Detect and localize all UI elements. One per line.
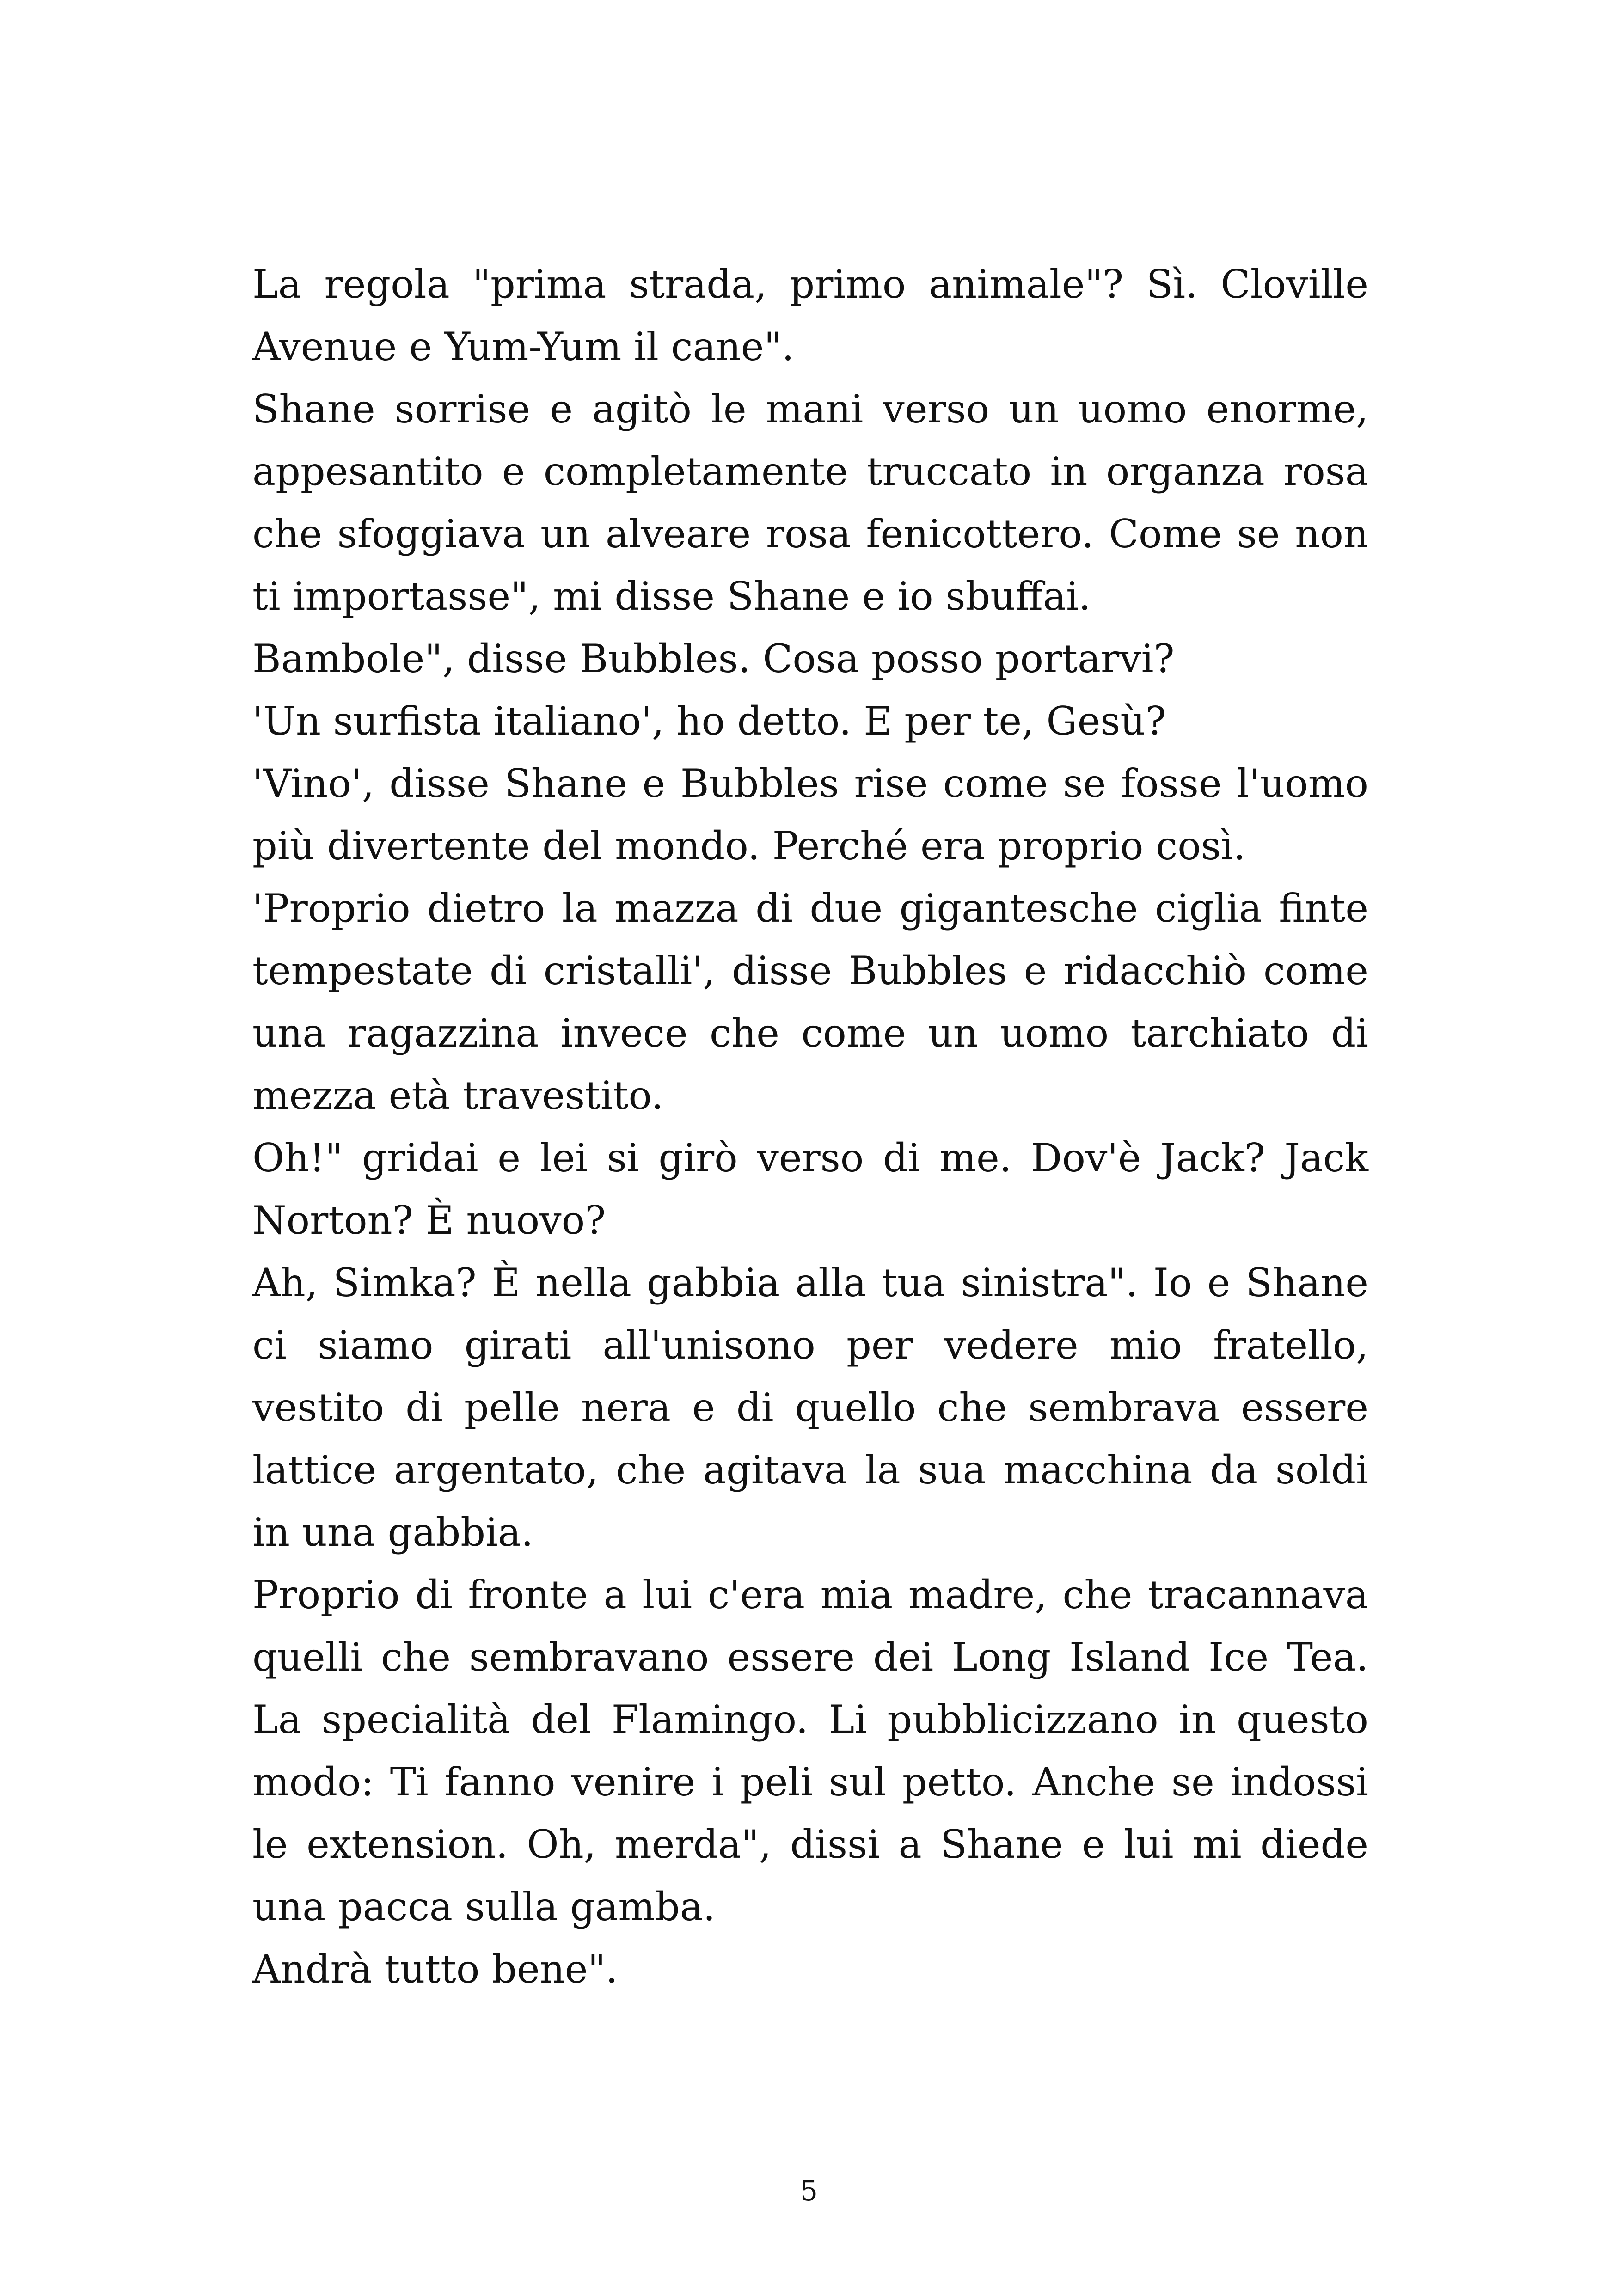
page-number: 5 [800, 2175, 818, 2207]
paragraph: Andrà tutto bene". [252, 1947, 618, 1992]
paragraph: 'Un surfista italiano', ho detto. E per te, Gesù? [252, 698, 1166, 744]
paragraph: Proprio di fronte a lui c'era mia madre, che tracannava quelli che sembravano essere dei Long Island Ice Tea. La specialità del Flamingo. Li pubblicizzano in questo modo: Ti fanno venire i peli sul petto. Anche se indossi le extension. Oh, merda", dissi a Shane e lui mi diede una pacca sulla gamba. [252, 1572, 1368, 1929]
paragraph: La regola "prima strada, primo animale"? Sì. Cloville Avenue e Yum-Yum il cane". [252, 262, 1368, 369]
paragraph: Shane sorrise e agitò le mani verso un uomo enorme, appesantito e completamente truccato in organza rosa che sfoggiava un alveare rosa fenicottero. Come se non ti importasse", mi disse Shane e io sbuffai. [252, 386, 1368, 619]
paragraph: Bambole", disse Bubbles. Cosa posso portarvi? [252, 636, 1175, 681]
paragraph: 'Proprio dietro la mazza di due gigantesche ciglia finte tempestate di cristalli', disse Bubbles e ridacchiò come una ragazzina invece che come un uomo tarchiato di mezza età travestito. [252, 886, 1368, 1118]
paragraph: Ah, Simka? È nella gabbia alla tua sinistra". Io e Shane ci siamo girati all'unisono per vedere mio fratello, vestito di pelle nera e di quello che sembrava essere lattice argentato, che agitava la sua macchina da soldi in una gabbia. [252, 1260, 1368, 1555]
paragraph: Oh!" gridai e lei si girò verso di me. Dov'è Jack? Jack Norton? È nuovo? [252, 1135, 1368, 1243]
paragraph: 'Vino', disse Shane e Bubbles rise come se fosse l'uomo più divertente del mondo. Perché era proprio così. [252, 761, 1368, 869]
body-text [252, 253, 1368, 2001]
